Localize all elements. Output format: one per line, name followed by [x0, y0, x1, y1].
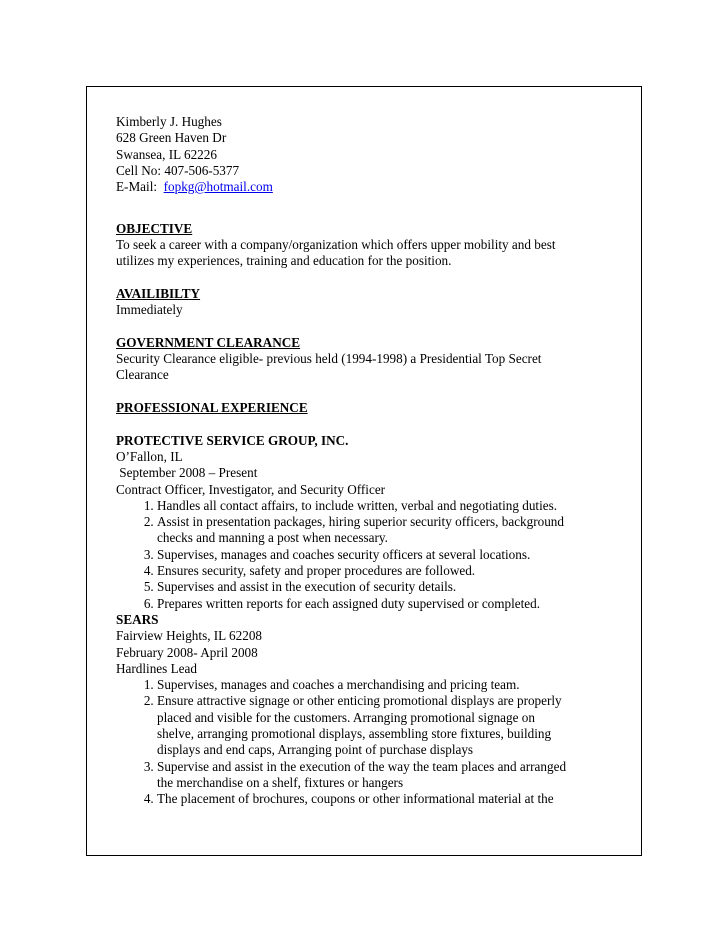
objective-heading: OBJECTIVE [116, 220, 193, 236]
objective-line-2: utilizes my experiences, training and education for the position. [116, 253, 452, 269]
clearance-line-1: Security Clearance eligible- previous held (1994-1998) a Presidential Top Secret [116, 351, 542, 367]
duty-item [157, 759, 616, 792]
duty-line: 1. Supervises, manages and coaches a merchandising and pricing team. [157, 677, 520, 693]
duty-line: 3. Supervise and assist in the execution of the way the team places and arranged [157, 758, 567, 774]
duty-line: shelve, arranging promotional displays, assembling store fixtures, building [157, 725, 552, 741]
contact-name: Kimberly J. Hughes [116, 114, 222, 129]
duty-line: 5. Supervises and assist in the execution of security details. [157, 579, 457, 595]
duty-item [157, 596, 616, 612]
clearance-heading: GOVERNMENT CLEARANCE [116, 334, 301, 350]
duty-list [116, 498, 616, 612]
duty-item [157, 677, 616, 693]
contact-city: Swansea, IL 62226 [116, 146, 217, 162]
duty-list [116, 677, 616, 807]
job-location: O’Fallon, IL [116, 448, 183, 464]
contact-email-line [116, 179, 616, 195]
duty-item [157, 563, 616, 579]
experience-heading: PROFESSIONAL EXPERIENCE [116, 400, 308, 416]
duty-item [157, 693, 616, 758]
duty-line: displays and end caps, Arranging point of purchase displays [157, 742, 474, 758]
job-location: Fairview Heights, IL 62208 [116, 628, 263, 644]
contact-cell: Cell No: 407-506-5377 [116, 162, 240, 178]
duty-item [157, 579, 616, 595]
duty-line: 4. Ensures security, safety and proper procedures are followed. [157, 563, 476, 579]
email-label: E-Mail: [116, 179, 164, 195]
duty-line: 6. Prepares written reports for each assigned duty supervised or completed. [157, 595, 541, 611]
job-title: Contract Officer, Investigator, and Security Officer [116, 481, 386, 497]
duty-item [157, 514, 616, 547]
clearance-line-2: Clearance [116, 367, 169, 383]
duty-item [157, 791, 616, 807]
duty-line: placed and visible for the customers. Arranging promotional signage on [157, 709, 535, 725]
resume-document [116, 114, 616, 807]
duty-line: 2. Ensure attractive signage or other enticing promotional displays are properly [157, 693, 562, 709]
job-company: SEARS [116, 611, 159, 627]
job-company: PROTECTIVE SERVICE GROUP, INC. [116, 432, 349, 448]
duty-line: 1. Handles all contact affairs, to include written, verbal and negotiating duties. [157, 497, 558, 513]
duty-line: 4. The placement of brochures, coupons or other informational material at the [157, 791, 554, 807]
job-dates: September 2008 – Present [116, 465, 258, 481]
availability-text: Immediately [116, 302, 183, 318]
duty-line: 2. Assist in presentation packages, hiring superior security officers, background [157, 514, 564, 530]
availability-heading: AVAILIBILTY [116, 285, 201, 301]
duty-item [157, 498, 616, 514]
contact-street: 628 Green Haven Dr [116, 130, 227, 146]
objective-line-1: To seek a career with a company/organization which offers upper mobility and best [116, 237, 556, 253]
email-link[interactable]: fopkg@hotmail.com [163, 179, 273, 195]
job-dates: February 2008- April 2008 [116, 644, 258, 660]
duty-item [157, 547, 616, 563]
duty-line: the merchandise on a shelf, fixtures or hangers [157, 774, 404, 790]
job-title: Hardlines Lead [116, 660, 197, 676]
duty-line: 3. Supervises, manages and coaches security officers at several locations. [157, 546, 531, 562]
duty-line: checks and manning a post when necessary. [157, 530, 388, 546]
